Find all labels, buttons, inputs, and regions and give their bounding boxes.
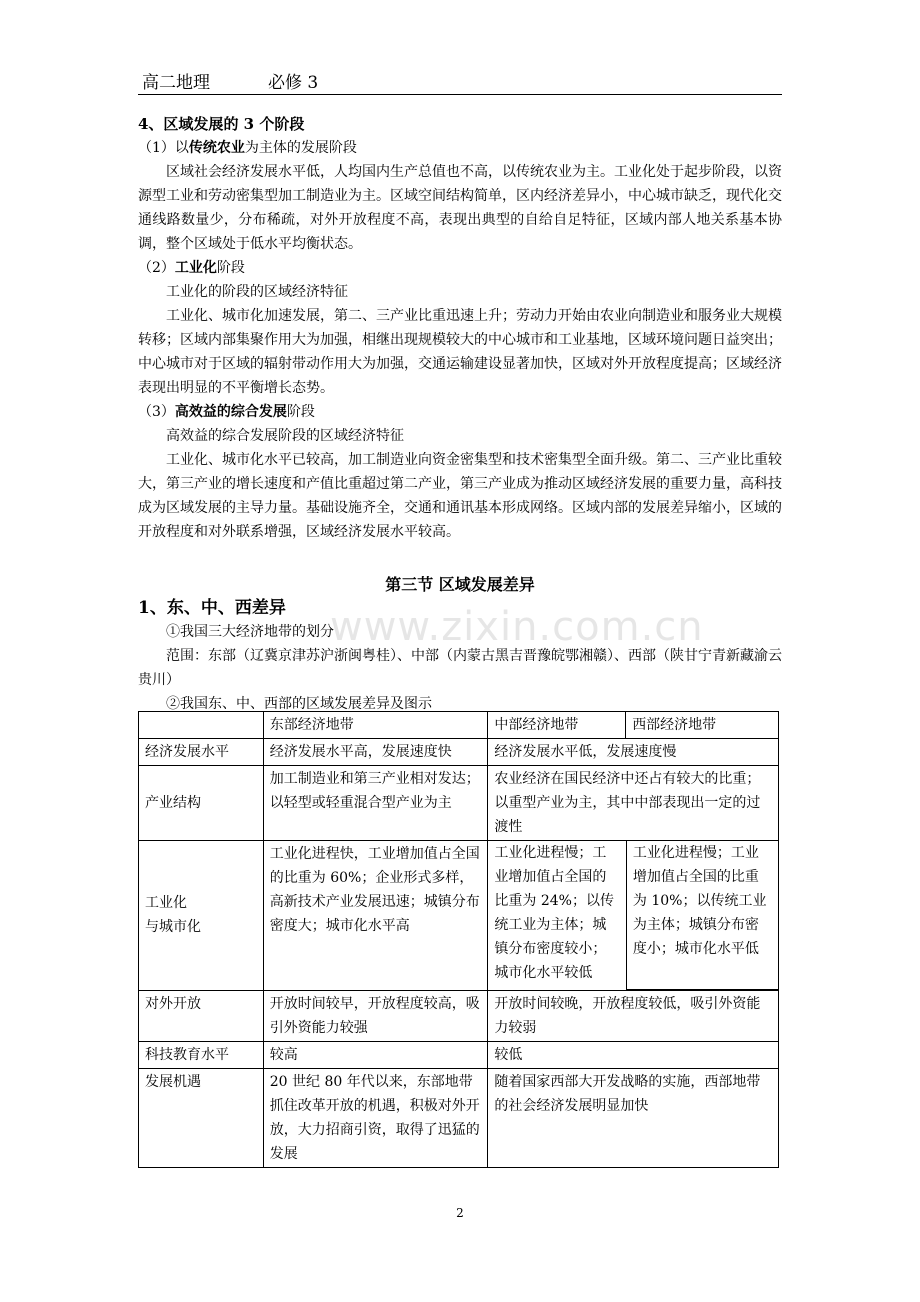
cell-east: 较高 [263,1041,488,1068]
row-label: 产业结构 [139,766,264,841]
stage1-heading [138,136,782,160]
row-label [139,841,264,991]
table-row-urban [139,841,779,991]
cell-midwest: 农业经济在国民经济中还占有较大的比重；以重型产业为主，其中中部表现出一定的过渡性 [488,766,779,841]
region-difference-table [138,711,779,1168]
stage2-paragraph: 工业化、城市化加速发展，第二、三产业比重迅速上升；劳动力开始由农业向制造业和服务业大规模转移；区域内部集聚作用大为加强，相继出现规模较大的中心城市和工业基地，区域环境问题日益突出；中心城市对于区域的辐射带动作用大为加强，交通运输建设显著加快，区域对外开放程度提高；区域经济表现出明显的不平衡增长态势。 [138,308,782,396]
cell-east: 工业化进程快，工业增加值占全国的比重为 60%；企业形式多样，高新技术产业发展迅速；城镇分布密度大；城市化水平高 [263,841,488,991]
header-cell-east: 东部经济地带 [263,712,488,739]
table-header-row [139,712,779,739]
header-cell-empty [139,712,264,739]
stage2-post: 阶段 [216,260,245,276]
header-book: 必修 3 [268,73,319,93]
stages-title: 4、区域发展的 3 个阶段 [138,115,305,133]
table-row-industry [139,766,779,841]
stage3-paragraph: 工业化、城市化水平已较高，加工制造业向资金密集型和技术密集型全面升级。第二、三产业比重较大，第三产业的增长速度和产值比重超过第二产业，第三产业成为推动区域经济发展的重要力量，高科技成为区域发展的主导力量。基础设施齐全，交通和通讯基本形成网络。区域内部的发展差异缩小，区域的开放程度和对外联系增强，区域经济发展水平较高。 [138,452,782,540]
watermark-text: www.zixin.com.cn [330,604,704,650]
stage2-subtitle: 工业化的阶段的区域经济特征 [166,284,348,300]
table-row-econ [139,739,779,766]
cell-midwest: 开放时间较晚，开放程度较低，吸引外资能力较弱 [488,990,779,1041]
header-cell-mid: 中部经济地带 [488,712,626,739]
header-subject: 高二地理 [142,73,210,93]
stage3-subtitle: 高效益的综合发展阶段的区域经济特征 [166,428,404,444]
row-label: 经济发展水平 [139,739,264,766]
table-row-chance [139,1068,779,1167]
stages-block [138,112,782,544]
cell-east: 加工制造业和第三产业相对发达；以轻型或轻重混合型产业为主 [263,766,488,841]
inner-split-table [488,841,778,990]
section-body [138,596,782,716]
range-text: 范围：东部（辽冀京津苏沪浙闽粤桂）、中部（内蒙古黑吉晋豫皖鄂湘赣）、西部（陕甘宁青新藏渝云贵川） [138,648,782,688]
stage2-number: （2） [138,260,175,276]
cell-midwest: 随着国家西部大开发战略的实施，西部地带的社会经济发展明显加快 [488,1068,779,1167]
page-header [138,66,782,95]
stage1-bold: 传统农业 [188,140,245,156]
page-number: 2 [456,1206,464,1220]
row-label: 科技教育水平 [139,1041,264,1068]
stage1-number: （1） [138,140,175,156]
row-label: 发展机遇 [139,1068,264,1167]
cell-midwest: 经济发展水平低，发展速度慢 [488,739,779,766]
section-heading: 1、东、中、西差异 [138,598,286,618]
row-label-line1: 工业化 [145,895,187,912]
stage3-post: 阶段 [286,404,315,420]
cell-midwest-split [488,841,779,991]
cell-mid: 工业化进程慢；工业增加值占全国的比重为 24%；以传统工业为主体；城镇分布密度较小；城市化水平较低 [488,841,626,989]
stage2-heading [138,256,782,280]
cell-east: 开放时间较早，开放程度较高，吸引外资能力较强 [263,990,488,1041]
stage3-number: （3） [138,404,175,420]
stage1-paragraph: 区域社会经济发展水平低，人均国内生产总值也不高，以传统农业为主。工业化处于起步阶段，以资源型工业和劳动密集型加工制造业为主。区域空间结构简单，区内经济差异小，中心城市缺乏，现代化交通线路数量少，分布稀疏，对外开放程度不高，表现出典型的自给自足特征，区域内部人地关系基本协调，整个区域处于低水平均衡状态。 [138,164,782,252]
cell-midwest: 较低 [488,1041,779,1068]
stage1-post: 为主体的发展阶段 [244,140,357,156]
stage3-heading [138,400,782,424]
division-item: ①我国三大经济地带的划分 [166,624,334,640]
cell-east: 20 世纪 80 年代以来，东部地带抓住改革开放的机遇，积极对外开放，大力招商引资，取得了迅猛的发展 [263,1068,488,1167]
header-cell-west: 西部经济地带 [626,712,779,739]
row-label-line2: 与城市化 [145,919,201,936]
section-title: 第三节 区域发展差异 [385,575,535,594]
table-row-open [139,990,779,1041]
stage1-pre: 以 [174,140,189,156]
row-label: 对外开放 [139,990,264,1041]
difference-item: ②我国东、中、西部的区域发展差异及图示 [166,696,432,712]
cell-west: 工业化进程慢；工业增加值占全国的比重为 10%；以传统工业为主体；城镇分布密度小；城市化水平低 [626,841,778,989]
stage2-bold: 工业化 [174,260,217,276]
table-row-tech [139,1041,779,1068]
cell-east: 经济发展水平高，发展速度快 [263,739,488,766]
stage3-bold: 高效益的综合发展 [174,404,287,420]
